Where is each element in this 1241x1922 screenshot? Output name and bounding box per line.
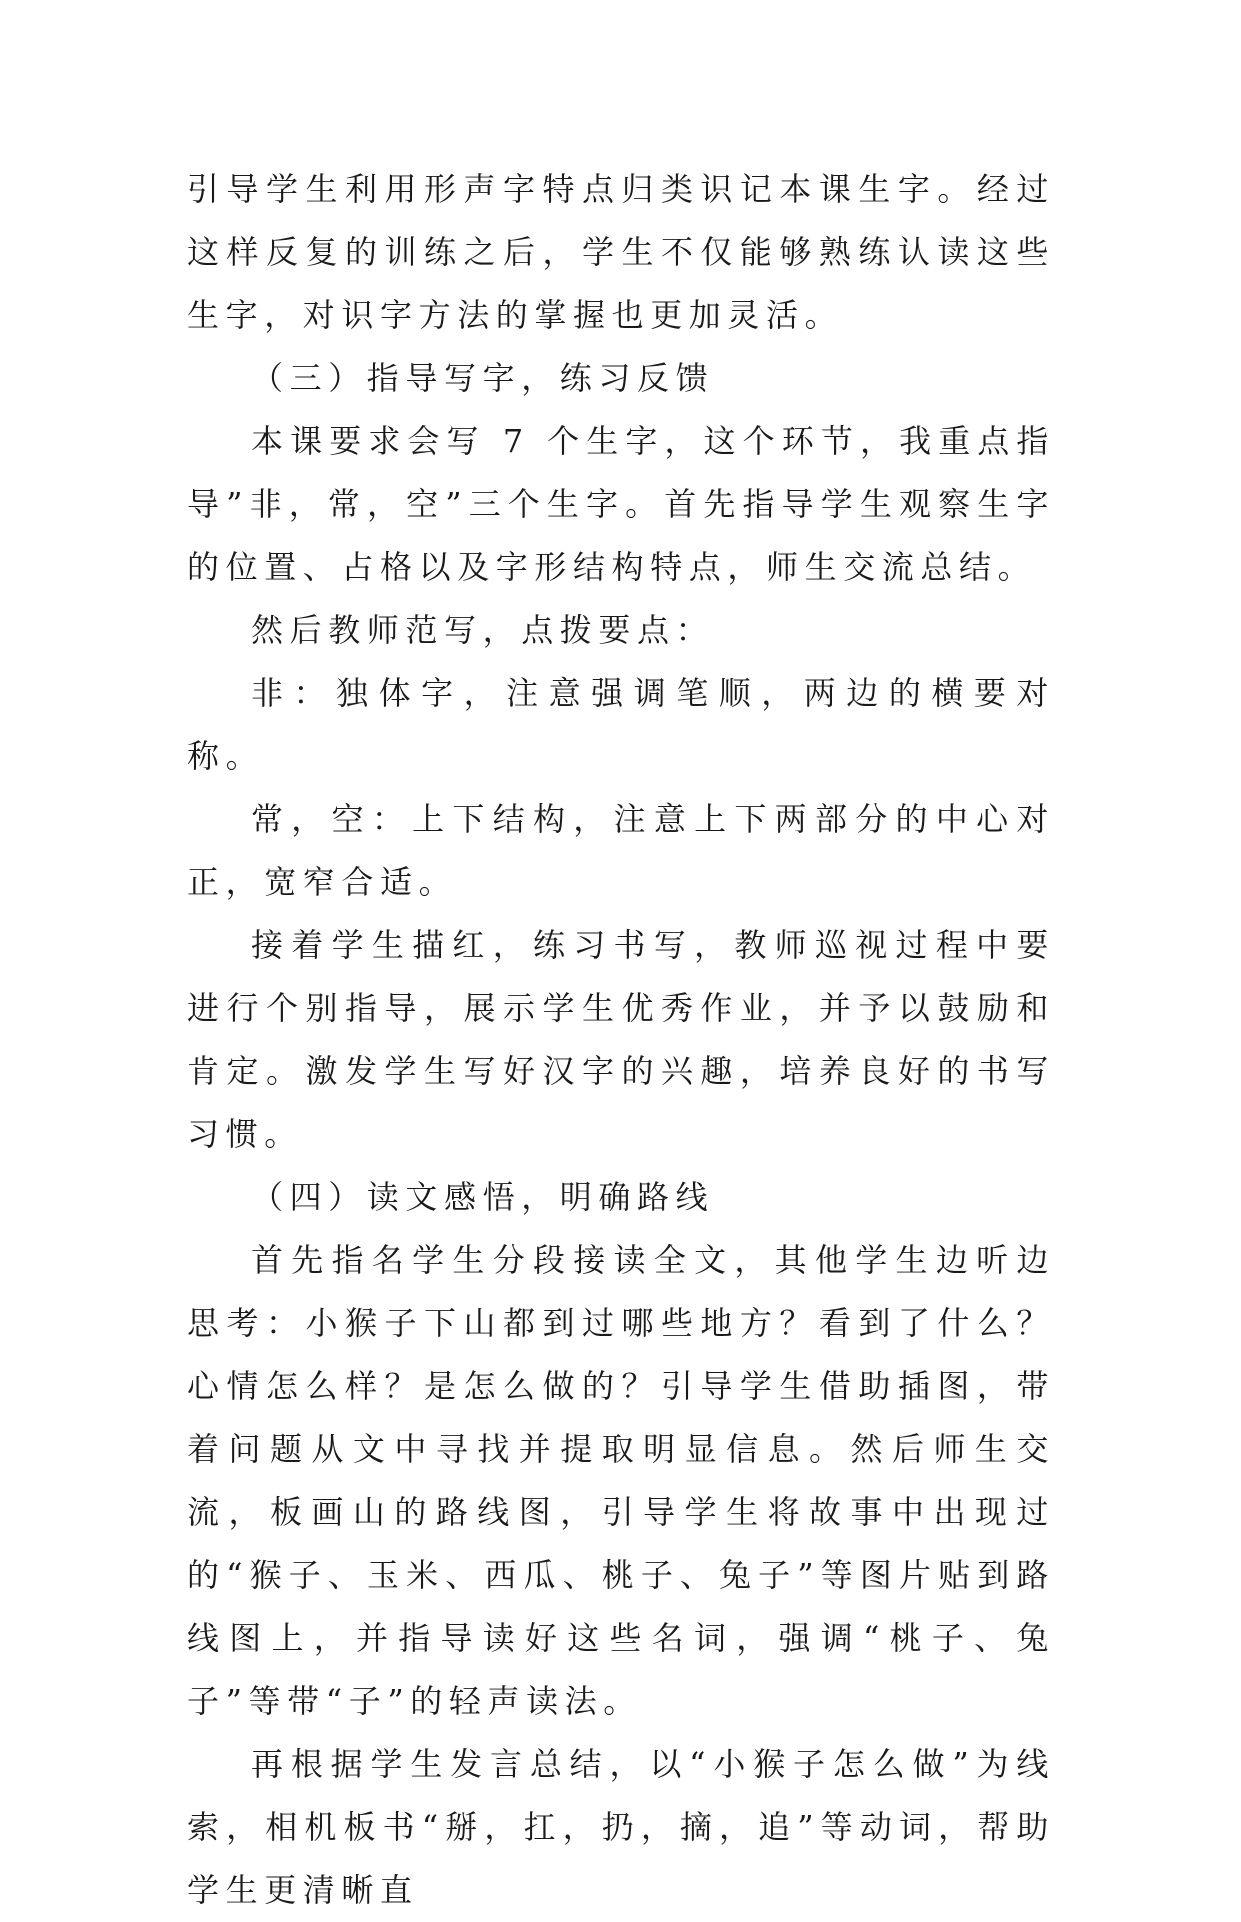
- paragraph-continued: 引导学生利用形声字特点归类识记本课生字。经过这样反复的训练之后，学生不仅能够熟练认读这些生字，对识字方法的掌握也更加灵活。: [187, 170, 1055, 334]
- paragraph: 本课要求会写 7 个生字，这个环节，我重点指导”非，常，空”三个生字。首先指导学生观察生字的位置、占格以及字形结构特点，师生交流总结。: [187, 422, 1055, 586]
- paragraph: 再根据学生发言总结，以“小猴子怎么做”为线索，相机板书“掰，扛，扔，摘，追”等动词，帮助学生更清晰直: [187, 1745, 1055, 1909]
- section-heading-3: （三）指导写字，练习反馈: [251, 359, 715, 397]
- paragraph: 非：独体字，注意强调笔顺，两边的横要对称。: [187, 674, 1055, 775]
- paragraph: 首先指名学生分段接读全文，其他学生边听边思考：小猴子下山都到过哪些地方？看到了什么？心情怎么样？是怎么做的？引导学生借助插图，带着问题从文中寻找并提取明显信息。然后师生交流，板画山的路线图，引导学生将故事中出现过的“猴子、玉米、西瓜、桃子、兔子”等图片贴到路线图上，并指导读好这些名词，强调“桃子、兔子”等带“子”的轻声读法。: [187, 1241, 1055, 1720]
- document-body: [187, 158, 1055, 1922]
- section-heading-4: （四）读文感悟，明确路线: [251, 1178, 715, 1216]
- paragraph: 接着学生描红，练习书写，教师巡视过程中要进行个别指导，展示学生优秀作业，并予以鼓励和肯定。激发学生写好汉字的兴趣，培养良好的书写习惯。: [187, 926, 1055, 1153]
- paragraph: 然后教师范写，点拨要点：: [251, 611, 715, 649]
- paragraph: 常，空：上下结构，注意上下两部分的中心对正，宽窄合适。: [187, 800, 1055, 901]
